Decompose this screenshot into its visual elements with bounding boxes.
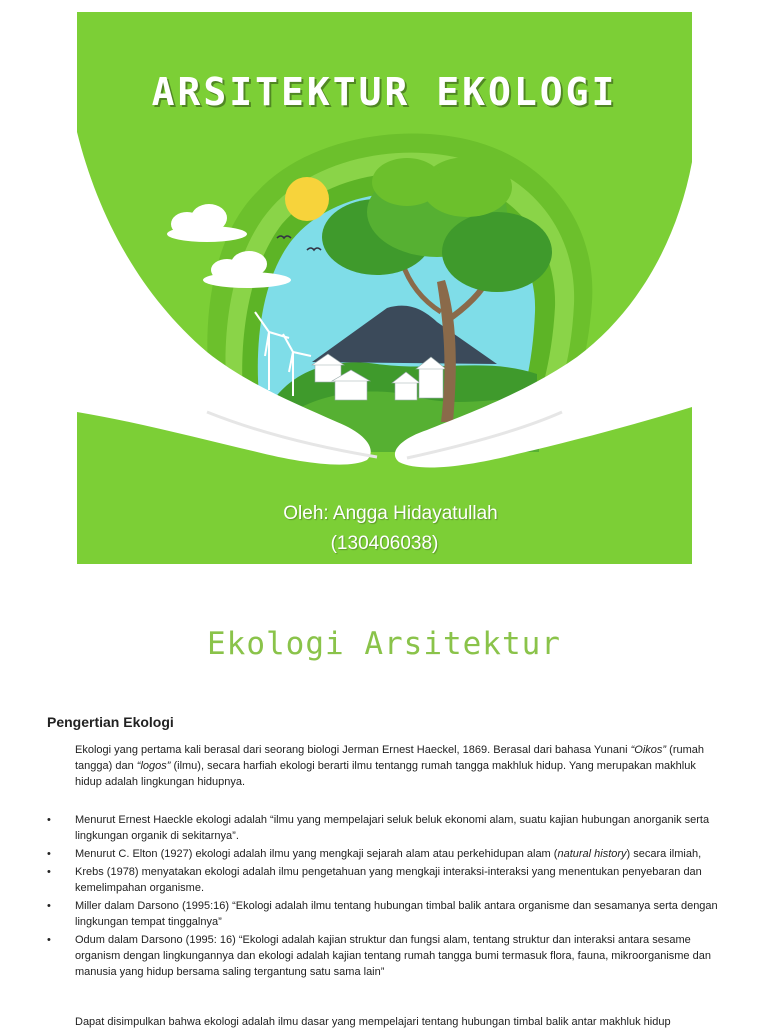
list-item	[47, 864, 727, 896]
definition-elton-end: ) secara ilmiah,	[626, 848, 702, 860]
student-id: (130406038)	[330, 533, 439, 554]
definition-krebs: Krebs (1978) menyatakan ekologi adalah ilmu pengetahuan yang mengkaji interaksi-interaksi yang menentukan penyebaran dan kemelimpahan organisme.	[75, 866, 702, 894]
term-natural-history: natural history	[557, 848, 627, 860]
document-title: Ekologi Arsitektur	[207, 626, 561, 662]
term-logos: “logos”	[136, 760, 171, 772]
bullet-icon: •	[47, 866, 51, 878]
cover-author	[77, 499, 692, 559]
definition-odum: Odum dalam Darsono (1995: 16) “Ekologi adalah kajian struktur dan fungsi alam, tentang struktur dan interaksi antara sesame organism dengan lingkungannya dan ekologi adalah kajian tentang rumah tangga bumi termasuk flora, fauna, mikroorganisme dan manusia yang hidup bersama saling tergantung satu sama lain”	[75, 934, 711, 978]
list-item	[47, 898, 727, 930]
intro-text-1: Ekologi yang pertama kali berasal dari seorang biologi Jerman Ernest Haeckel, 1869. Berasal dari bahasa Yunani	[75, 744, 631, 756]
list-item	[47, 846, 727, 862]
bullet-icon: •	[47, 848, 51, 860]
definition-haeckle: Menurut Ernest Haeckle ekologi adalah “ilmu yang mempelajari seluk beluk ekonomi alam, suatu kajian hubungan anorganik serta lingkungan organik di sekitarnya”.	[75, 814, 710, 842]
definition-list	[47, 812, 727, 982]
definition-miller: Miller dalam Darsono (1995:16) “Ekologi adalah ilmu tentang hubungan timbal balik antara organisme dan sesamanya serta dengan lingkungan tempat tinggalnya”	[75, 900, 718, 928]
author-name: Oleh: Angga Hidayatullah	[283, 503, 498, 524]
conclusion-paragraph: Dapat disimpulkan bahwa ekologi adalah ilmu dasar yang mempelajari tentang hubungan timbal balik antar makhluk hidup	[75, 1016, 671, 1028]
bullet-icon: •	[47, 814, 51, 826]
term-oikos: “Oikos”	[630, 744, 667, 756]
intro-text-2: (rumah tangga) dan	[75, 744, 704, 772]
sun-icon	[285, 177, 329, 221]
cover-image	[77, 12, 692, 564]
definition-elton-text: Menurut C. Elton (1927) ekologi adalah ilmu yang mengkaji sejarah alam atau perkehidupan alam (	[75, 848, 558, 860]
intro-paragraph	[75, 742, 725, 790]
list-item	[47, 812, 727, 844]
intro-text-3: (ilmu), secara harfiah ekologi berarti ilmu tentangg rumah tangga makhluk hidup. Yang merupakan makhluk hidup adalah lingkungan hidupnya.	[75, 760, 696, 788]
bullet-icon: •	[47, 934, 51, 946]
bullet-icon: •	[47, 900, 51, 912]
cover-title: ARSITEKTUR EKOLOGI	[151, 70, 618, 114]
section-heading: Pengertian Ekologi	[47, 714, 174, 730]
list-item	[47, 932, 727, 980]
